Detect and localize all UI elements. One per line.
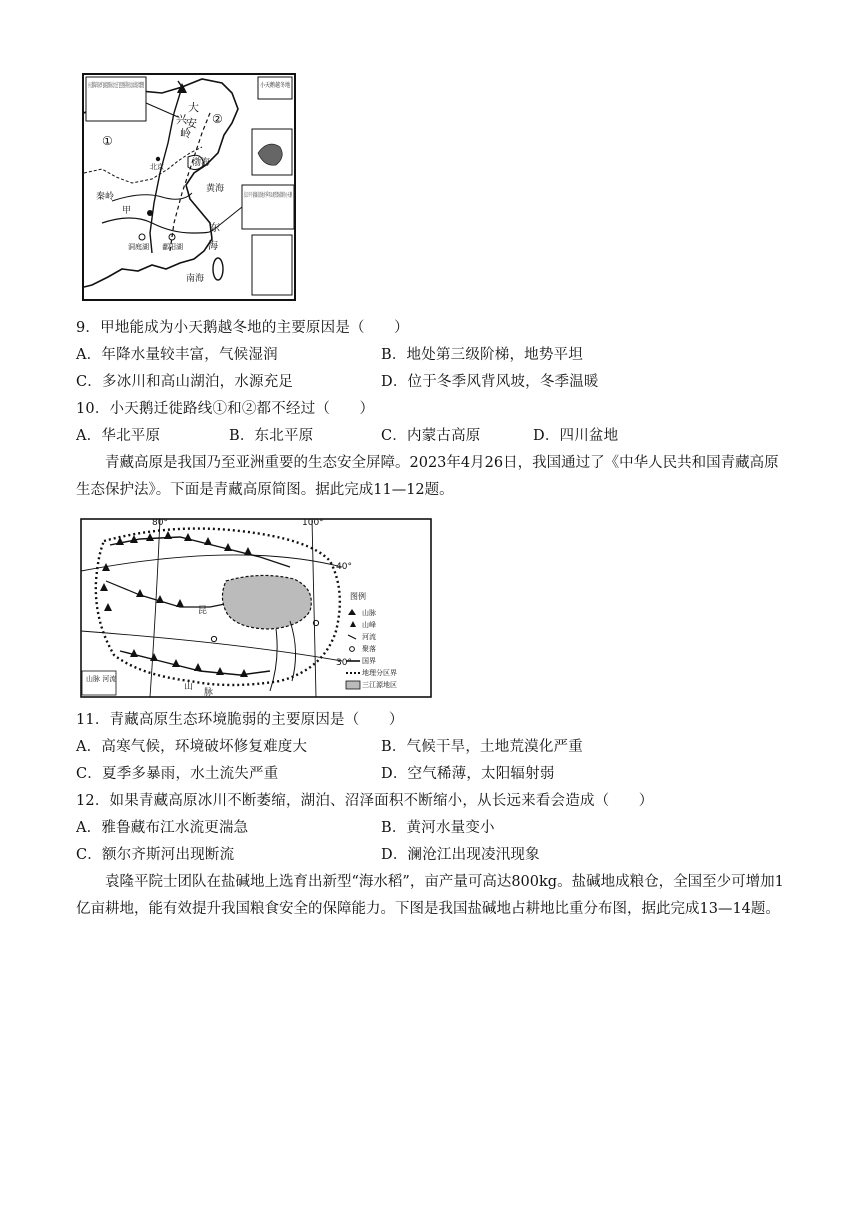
map1-label-bohai: 渤海 bbox=[192, 158, 211, 168]
q11-stem: 11．青藏高原生态环境脆弱的主要原因是（ ） bbox=[76, 712, 404, 728]
map1-label-da: 大 bbox=[188, 101, 199, 114]
map1-label-jia: 甲 bbox=[122, 206, 132, 216]
map1-label-poyang: 鄱阳湖 bbox=[162, 243, 183, 251]
map1-label-beijing: 北京 bbox=[150, 163, 164, 171]
map2-label-mai: 脉 bbox=[204, 688, 214, 698]
plateau-map-drawing bbox=[80, 511, 432, 699]
map1-route-2: ② bbox=[212, 112, 223, 126]
map1-note-wintering: 小天鹅越冬地 bbox=[260, 82, 297, 89]
legend-peak: 山峰 bbox=[362, 621, 376, 629]
q9-option-a: A．年降水量较丰富，气候湿润 bbox=[76, 347, 278, 363]
map2-lon-100: 100° bbox=[302, 518, 324, 528]
q12-option-c: C．额尔齐斯河出现断流 bbox=[76, 847, 235, 863]
map1-note-yangtze: 长江中下游湖泊沿地冬季可以观赏到成群的小天鹅 bbox=[244, 192, 377, 199]
map2-lat-30: 30° bbox=[336, 658, 352, 668]
map1-label-qiling: 秦岭 bbox=[96, 192, 115, 202]
q9-option-d: D．位于冬季风背风坡，冬季温暖 bbox=[381, 374, 599, 390]
map1-label-huanghai: 黄海 bbox=[206, 184, 225, 194]
q11-option-a: A．高寒气候，环境破坏修复难度大 bbox=[76, 739, 308, 755]
intro-qinghai-tibet: 青藏高原是我国乃至亚洲重要的生态安全屏障。2023年4月26日，我国通过了《中华人民共和国青藏高原生态保护法》。下面是青藏高原简图。据此完成11—12题。 bbox=[76, 455, 779, 498]
map2-label-kun: 昆 bbox=[198, 606, 208, 616]
swan-migration-map bbox=[82, 73, 377, 301]
swan-migration-map-drawing bbox=[82, 73, 377, 301]
qinghai-tibet-plateau-map bbox=[80, 511, 432, 699]
q11-option-b: B．气候干旱，土地荒漠化严重 bbox=[381, 739, 583, 755]
map1-label-an: 安 bbox=[186, 117, 197, 130]
legend-river: 河流 bbox=[362, 633, 376, 641]
q12-option-b: B．黄河水量变小 bbox=[381, 820, 495, 836]
map1-route-1: ① bbox=[102, 134, 113, 148]
map1-label-nanhai: 南海 bbox=[186, 274, 205, 284]
q12-stem: 12．如果青藏高原冰川不断萎缩，湖泊、沼泽面积不断缩小，从长远来看会造成（ ） bbox=[76, 793, 654, 809]
legend-region-boundary: 地理分区界 bbox=[362, 669, 397, 677]
legend-mountain: 山脉 bbox=[362, 609, 376, 617]
map1-label-hai: 海 bbox=[208, 241, 218, 252]
legend-city: 聚落 bbox=[362, 645, 376, 653]
map2-inset-legend: 山脉 河流 bbox=[86, 675, 117, 683]
intro-saline-land: 袁隆平院士团队在盐碱地上选育出新型“海水稻”，亩产量可高达800kg。盐碱地成粮仓，全国至少可增加1亿亩耕地，能有效提升我国粮食安全的保障能力。下图是我国盐碱地占耕地比重分布图，据此完成13—14题。 bbox=[76, 874, 784, 917]
q12-option-a: A．雅鲁藏布江水流更湍急 bbox=[76, 820, 249, 836]
legend-title: 图例 bbox=[350, 592, 366, 601]
q10-stem: 10．小天鹅迁徙路线①和②都不经过（ ） bbox=[76, 401, 375, 417]
map1-label-dongting: 洞庭湖 bbox=[128, 243, 149, 251]
legend-border: 国界 bbox=[362, 657, 376, 665]
q10-option-d: D．四川盆地 bbox=[533, 428, 619, 444]
map2-lon-80: 80° bbox=[152, 518, 168, 528]
q11-option-c: C．夏季多暴雨，水土流失严重 bbox=[76, 766, 279, 782]
map1-note-north bbox=[88, 80, 144, 89]
q9-stem: 9．甲地能成为小天鹅越冬地的主要原因是（ ） bbox=[76, 320, 409, 336]
q10-option-b: B．东北平原 bbox=[229, 428, 314, 444]
q9-option-c: C．多冰川和高山湖泊，水源充足 bbox=[76, 374, 294, 390]
q10-option-c: C．内蒙古高原 bbox=[381, 428, 481, 444]
legend-sanjiangyuan: 三江源地区 bbox=[362, 681, 397, 689]
map1-label-dong: 东 bbox=[210, 223, 220, 234]
q12-option-d: D．澜沧江出现凌汛现象 bbox=[381, 847, 540, 863]
map1-label-ling: 岭 bbox=[180, 127, 191, 140]
q10-option-a: A．华北平原 bbox=[76, 428, 161, 444]
q11-option-d: D．空气稀薄，太阳辐射弱 bbox=[381, 766, 555, 782]
q9-option-b: B．地处第三级阶梯，地势平坦 bbox=[381, 347, 583, 363]
map2-label-shan: 山 bbox=[184, 682, 194, 692]
map2-lat-40: 40° bbox=[336, 562, 352, 572]
map1-label-xing: 兴 bbox=[176, 113, 187, 126]
